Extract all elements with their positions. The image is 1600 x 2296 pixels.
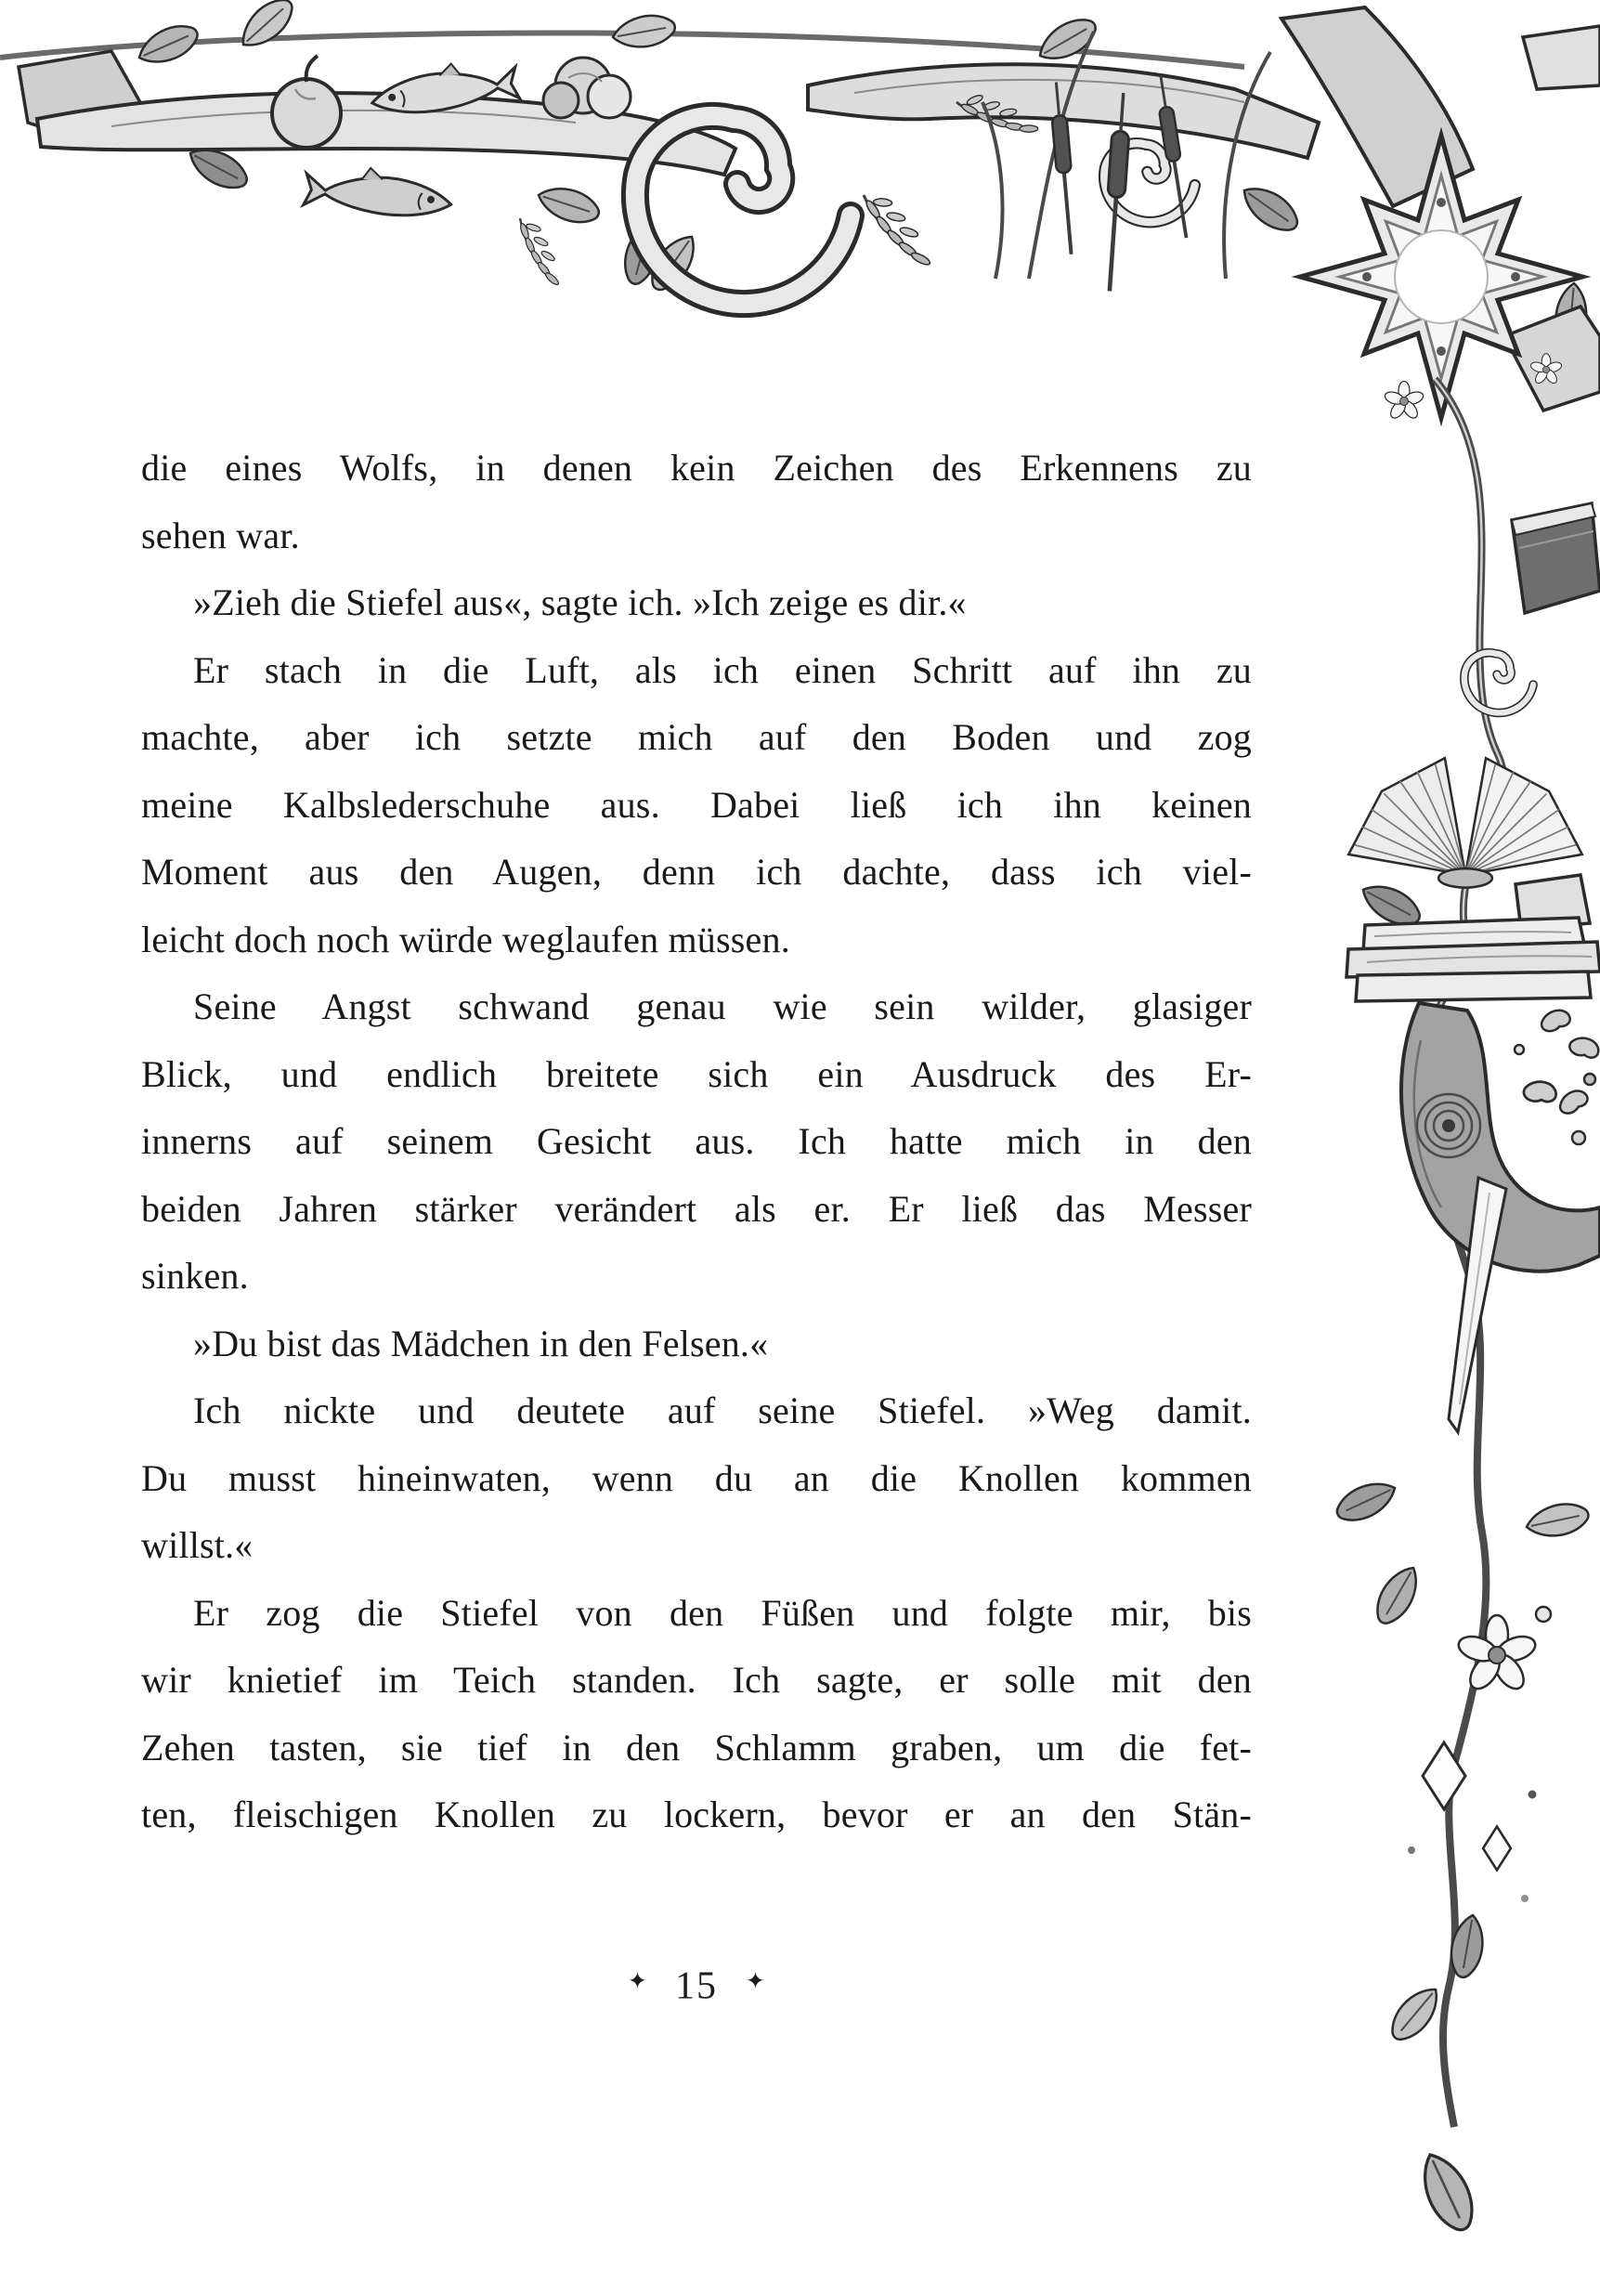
fern-illustration xyxy=(850,191,944,267)
cattail-illustration xyxy=(1048,82,1078,255)
leaf-illustration xyxy=(619,219,665,288)
text-line: »Du bist das Mädchen in den Felsen.« xyxy=(193,1322,769,1364)
driftwood-log-illustration xyxy=(1281,7,1473,206)
fish-illustration xyxy=(369,55,520,119)
text-line: »Zieh die Stiefel aus«, sagte ich. »Ich zeige es dir.« xyxy=(193,581,967,623)
leaf-illustration xyxy=(1033,11,1102,69)
text-line: Du musst hineinwaten, wenn du an die Knollen kommen xyxy=(141,1456,1252,1499)
text-line: sinken. xyxy=(141,1255,249,1297)
lettuce-rosette-illustration xyxy=(543,58,631,118)
text-line: Moment aus den Augen, denn ich dachte, dass ich viel- xyxy=(141,851,1252,893)
leaf-illustration xyxy=(1356,877,1425,933)
diamond-sparkles-illustration xyxy=(1408,1742,1537,1902)
leaf-illustration xyxy=(1554,282,1589,347)
text-line: Er stach in die Luft, als ich einen Schritt auf ihn zu xyxy=(193,648,1252,691)
folio-number: 15 xyxy=(675,1964,718,2008)
text-line: innerns auf seinem Gesicht aus. Ich hatte mich in den xyxy=(141,1120,1252,1162)
text-line: Zehen tasten, sie tief in den Schlamm graben, um die fet- xyxy=(141,1726,1252,1768)
folio-ornament-icon: ✦ xyxy=(746,1967,765,1995)
driftwood-log-illustration xyxy=(1523,26,1600,89)
cattail-illustration xyxy=(1153,74,1193,239)
small-curl-illustration xyxy=(1104,143,1194,222)
leaf-illustration xyxy=(1384,1980,1447,2048)
fern-illustration xyxy=(500,215,579,287)
leaf-illustration xyxy=(233,0,300,56)
leaf-illustration xyxy=(1514,885,1582,931)
driftwood-log-illustration xyxy=(37,93,735,175)
text-line: Ich nickte und deutete auf seine Stiefel. »Weg damit. xyxy=(193,1389,1252,1431)
leaf-illustration xyxy=(1236,178,1305,239)
apple-illustration xyxy=(272,56,341,148)
small-curl-illustration xyxy=(1464,653,1533,713)
driftwood-plank-stack-illustration xyxy=(1346,875,1600,1001)
flower-illustration xyxy=(1455,1615,1538,1694)
leaf-illustration xyxy=(1524,1499,1592,1542)
text-line: Blick, und endlich breitete sich ein Ausdruck des Er- xyxy=(141,1052,1252,1095)
driftwood-log-illustration xyxy=(808,64,1319,158)
right-border-vine-illustration xyxy=(1332,354,1600,2237)
leaf-illustration xyxy=(1369,1560,1426,1630)
flower-bud-illustration xyxy=(1536,1607,1551,1622)
background-twig-illustration xyxy=(0,33,1244,67)
text-line: Er zog die Stiefel von den Füßen und folgte mir, bis xyxy=(193,1591,1252,1634)
text-line: meine Kalbslederschuhe aus. Dabei ließ ich ihn keinen xyxy=(141,783,1252,826)
rock-illustration xyxy=(19,51,141,141)
seed-pods-illustration xyxy=(1515,1008,1600,1144)
leaf-illustration xyxy=(1447,1912,1488,1979)
top-border-illustration xyxy=(0,0,1600,347)
gnarled-branch-illustration xyxy=(1401,1003,1600,1272)
page-number xyxy=(141,1958,1252,2014)
text-line: leicht doch noch würde weglaufen müssen. xyxy=(141,918,790,960)
star-medallion-illustration xyxy=(1300,136,1600,418)
leaf-illustration xyxy=(644,228,704,297)
text-line: willst.« xyxy=(141,1524,254,1566)
open-book-pages-illustration xyxy=(1348,758,1582,887)
closed-book-illustration xyxy=(1512,503,1600,613)
cattail-illustration xyxy=(1101,92,1132,292)
vine-stem-illustration xyxy=(1421,379,1504,2127)
leaf-illustration xyxy=(610,11,677,52)
fern-illustration xyxy=(956,84,1039,148)
text-line: ten, fleischigen Knollen zu lockern, bevor er an den Stän- xyxy=(141,1794,1252,1835)
flower-sprig-illustration xyxy=(1384,382,1425,421)
fish-illustration xyxy=(304,162,454,221)
leaf-illustration xyxy=(183,140,253,196)
body-text xyxy=(141,435,1252,1849)
flower-sprig-illustration xyxy=(1529,354,1563,385)
folio-ornament-icon: ✦ xyxy=(628,1967,647,1995)
text-line: sehen war. xyxy=(141,514,300,556)
leaf-illustration xyxy=(133,19,202,72)
grass-blades-illustration xyxy=(982,32,1270,279)
text-line: beiden Jahren stärker verändert als er. Er ließ das Messer xyxy=(141,1187,1252,1230)
scroll-curl-illustration xyxy=(635,116,851,304)
leaf-illustration xyxy=(534,181,603,229)
leaf-illustration xyxy=(1332,1474,1401,1528)
text-line: die eines Wolfs, in denen kein Zeichen des Erkennens zu xyxy=(141,447,1252,489)
knife-illustration xyxy=(1449,1178,1506,1432)
text-line: Seine Angst schwand genau wie sein wilder, glasiger xyxy=(193,985,1252,1027)
text-line: wir knietief im Teich standen. Ich sagte, er solle mit den xyxy=(141,1659,1252,1701)
bottom-leaf-illustration xyxy=(1412,2146,1482,2237)
text-line: machte, aber ich setzte mich auf den Boden und zog xyxy=(141,716,1252,758)
